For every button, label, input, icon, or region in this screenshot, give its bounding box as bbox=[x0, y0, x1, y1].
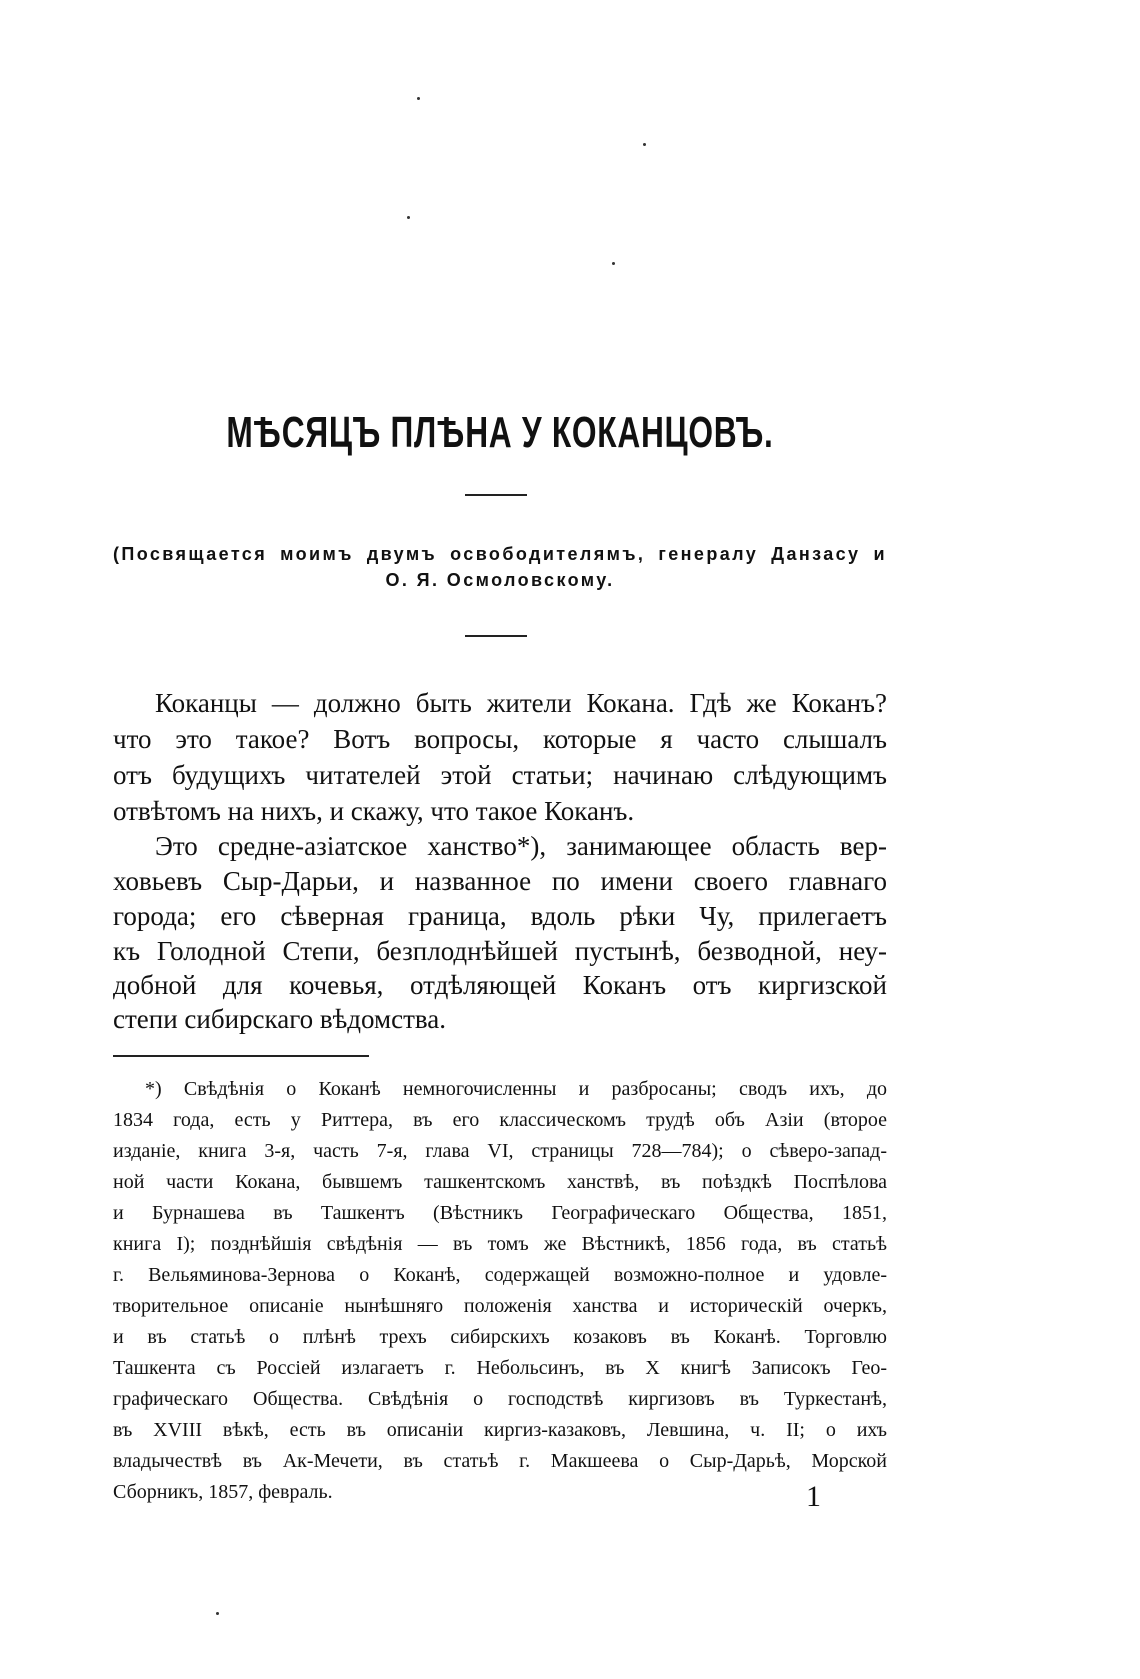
footnote-line: и въ статьѣ о плѣнѣ трехъ сибирскихъ козаковъ въ Коканѣ. Торговлю bbox=[113, 1326, 887, 1348]
scan-speck bbox=[612, 262, 615, 265]
title-divider bbox=[465, 494, 527, 496]
footnote-line: владычествѣ въ Ак-Мечети, въ статьѣ г. Макшеева о Сыр-Дарьѣ, Морской bbox=[113, 1450, 887, 1472]
page-title: МѢСЯЦЪ ПЛѢНА У КОКАНЦОВЪ. bbox=[226, 408, 774, 457]
footnote-line: Ташкента съ Россіей излагаетъ г. Небольсинъ, въ X книгѣ Записокъ Гео- bbox=[113, 1357, 887, 1379]
body-line: отвѣтомъ на нихъ, и скажу, что такое Коканъ. bbox=[113, 796, 635, 826]
dedication-line: (Посвящается моимъ двумъ освободителямъ, генералу Данзасу и bbox=[113, 544, 887, 564]
footnote-line: Сборникъ, 1857, февраль. bbox=[113, 1481, 333, 1503]
footnote-line: *) Свѣдѣнія о Коканѣ немногочисленны и разбросаны; сводъ ихъ, до bbox=[145, 1078, 887, 1100]
scan-speck bbox=[407, 216, 410, 219]
footnote-line: 1834 года, есть у Риттера, въ его классическомъ трудѣ объ Азіи (второе bbox=[113, 1109, 887, 1131]
body-line: Это средне-азіатское ханство*), занимающее область вер- bbox=[155, 831, 887, 861]
body-line: степи сибирскаго вѣдомства. bbox=[113, 1004, 446, 1034]
scan-speck bbox=[417, 97, 420, 100]
dedication-line: О. Я. Осмоловскому. bbox=[385, 570, 615, 590]
footnote-line: ной части Кокана, бывшемъ ташкентскомъ ханствѣ, въ поѣздкѣ Поспѣлова bbox=[113, 1171, 887, 1193]
body-line: добной для кочевья, отдѣляющей Коканъ отъ киргизской bbox=[113, 970, 887, 1000]
footnote-line: графическаго Общества. Свѣдѣнія о господствѣ киргизовъ въ Туркестанѣ, bbox=[113, 1388, 887, 1410]
footnote-line: и Бурнашева въ Ташкентъ (Вѣстникъ Географическаго Общества, 1851, bbox=[113, 1202, 887, 1224]
dedication-divider bbox=[465, 635, 527, 637]
scan-speck bbox=[216, 1612, 219, 1615]
body-line: ховьевъ Сыр-Дарьи, и названное по имени своего главнаго bbox=[113, 866, 887, 896]
scan-speck bbox=[643, 143, 646, 146]
body-line: города; его сѣверная граница, вдоль рѣки Чу, прилегаетъ bbox=[113, 901, 887, 931]
body-line: что это такое? Вотъ вопросы, которые я часто слышалъ bbox=[113, 724, 887, 754]
footnote-line: г. Вельяминова-Зернова о Коканѣ, содержащей возможно-полное и удовле- bbox=[113, 1264, 887, 1286]
body-line: къ Голодной Степи, безплоднѣйшей пустынѣ, безводной, неу- bbox=[113, 936, 887, 966]
footnote-divider bbox=[113, 1055, 369, 1057]
footnote-line: въ XVIII вѣкѣ, есть въ описаніи киргиз-казаковъ, Левшина, ч. II; о ихъ bbox=[113, 1419, 887, 1441]
page-number: 1 bbox=[806, 1480, 821, 1513]
footnote-line: книга I); позднѣйшія свѣдѣнія — въ томъ же Вѣстникѣ, 1856 года, въ статьѣ bbox=[113, 1233, 887, 1255]
body-line: отъ будущихъ читателей этой статьи; начинаю слѣдующимъ bbox=[113, 760, 887, 790]
footnote-line: творительное описаніе нынѣшняго положенія ханства и историческій очеркъ, bbox=[113, 1295, 887, 1317]
footnote-line: изданіе, книга 3-я, часть 7-я, глава VI, страницы 728—784); о сѣверо-запад- bbox=[113, 1140, 887, 1162]
body-line: Коканцы — должно быть жители Кокана. Гдѣ же Коканъ? bbox=[155, 688, 887, 718]
